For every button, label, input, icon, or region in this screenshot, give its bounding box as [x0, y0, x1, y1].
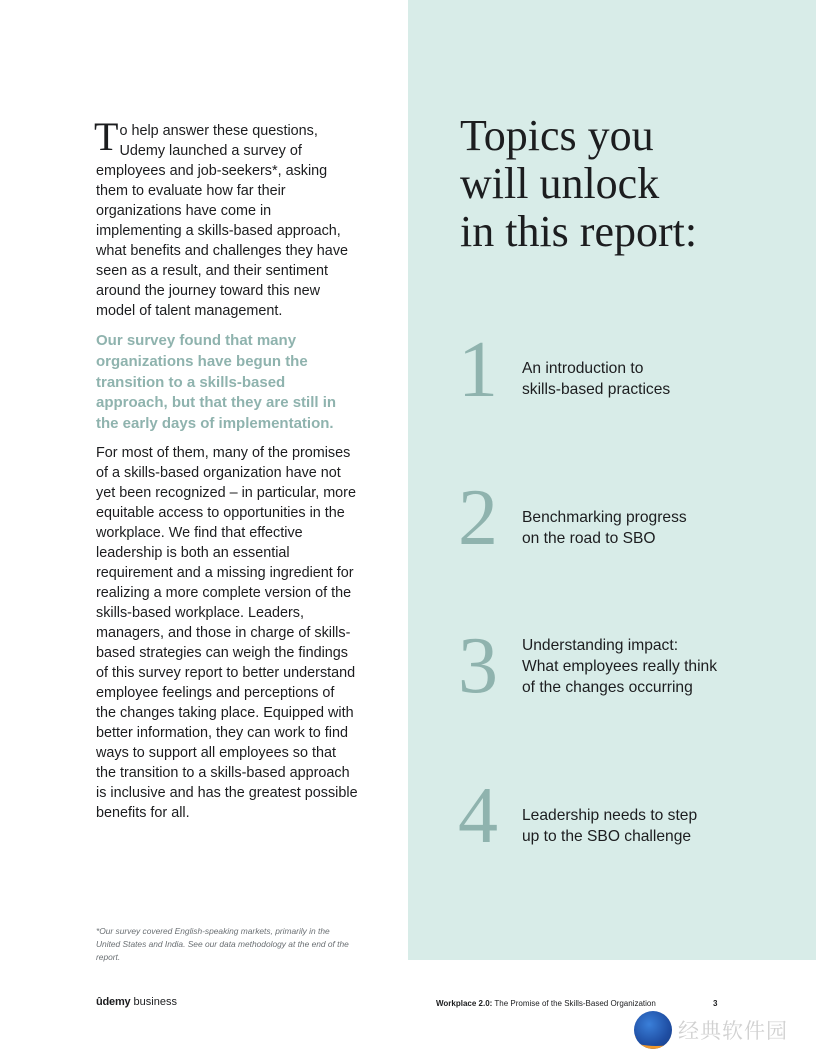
topic-number: 3 [458, 622, 498, 710]
topic-text-line: An introduction to [522, 360, 644, 377]
footer-title-rest: The Promise of the Skills-Based Organization [492, 999, 656, 1008]
watermark-text: 经典软件园 [678, 1019, 788, 1043]
footer-report-title [436, 999, 656, 1008]
topic-item-3 [458, 622, 788, 710]
topic-text-line: Understanding impact: [522, 637, 679, 654]
topic-item-1 [458, 326, 788, 414]
udemy-business-logo [96, 996, 177, 1008]
topic-number: 1 [458, 326, 498, 414]
watermark [634, 1008, 814, 1052]
drop-cap: T [94, 114, 119, 159]
topic-text [522, 358, 762, 400]
topic-text-line: Benchmarking progress [522, 509, 687, 526]
topic-text-line: Leadership needs to step [522, 807, 698, 824]
highlight-quote: Our survey found that many organizations have begun the transition to a skills-based approach, but that they are still in the early days of implementation. [96, 332, 337, 433]
topic-text-line: skills-based practices [522, 381, 671, 398]
topic-text [522, 507, 762, 549]
topics-heading-line: Topics you [460, 111, 654, 160]
topic-text-line: of the changes occurring [522, 679, 693, 696]
topic-text-line: on the road to SBO [522, 530, 656, 547]
intro-text: o help answer these questions, Udemy launched a survey of employees and job-seekers*, asking them to evaluate how far their organizations have come in implementing a skills-based approach, what benefits and challenges they have seen as a result, and their sentiment around the journey toward this new model of talent management. [96, 123, 349, 319]
topics-heading-line: in this report: [460, 207, 698, 256]
topic-number: 2 [458, 474, 498, 562]
topic-text-line: up to the SBO challenge [522, 828, 692, 845]
left-column [94, 114, 358, 823]
page-number: 3 [713, 999, 718, 1008]
brand-name: ûdemy [96, 996, 131, 1008]
intro-paragraph [94, 114, 358, 321]
topic-text-line: What employees really think [522, 658, 718, 675]
topic-text [522, 635, 762, 698]
topic-text [522, 805, 762, 847]
topic-number: 4 [458, 772, 498, 860]
footer-title-bold: Workplace 2.0: [436, 999, 493, 1008]
topic-item-4 [458, 772, 788, 860]
topic-item-2 [458, 474, 788, 562]
globe-icon [634, 1011, 672, 1049]
body-paragraph: For most of them, many of the promises of a skills-based organization have not yet been recognized – in particular, more equitable access to opportunities in the workplace. We find that effective leadership is both an essential requirement and a missing ingredient for realizing a more complete version of the skills-based workplace. Leaders, managers, and those in charge of skills-based strategies can weigh the findings of this survey report to better understand employee feelings and perceptions of the changes taking place. Equipped with better information, they can work to find ways to support all employees so that the transition to a skills-based approach is inclusive and has the greatest possible benefits for all. [96, 444, 358, 821]
topics-heading [460, 112, 790, 256]
brand-suffix: business [130, 996, 177, 1008]
topics-heading-line: will unlock [460, 159, 660, 208]
footnote: *Our survey covered English-speaking markets, primarily in the United States and India. See our data methodology at the end of the report. [96, 926, 349, 962]
